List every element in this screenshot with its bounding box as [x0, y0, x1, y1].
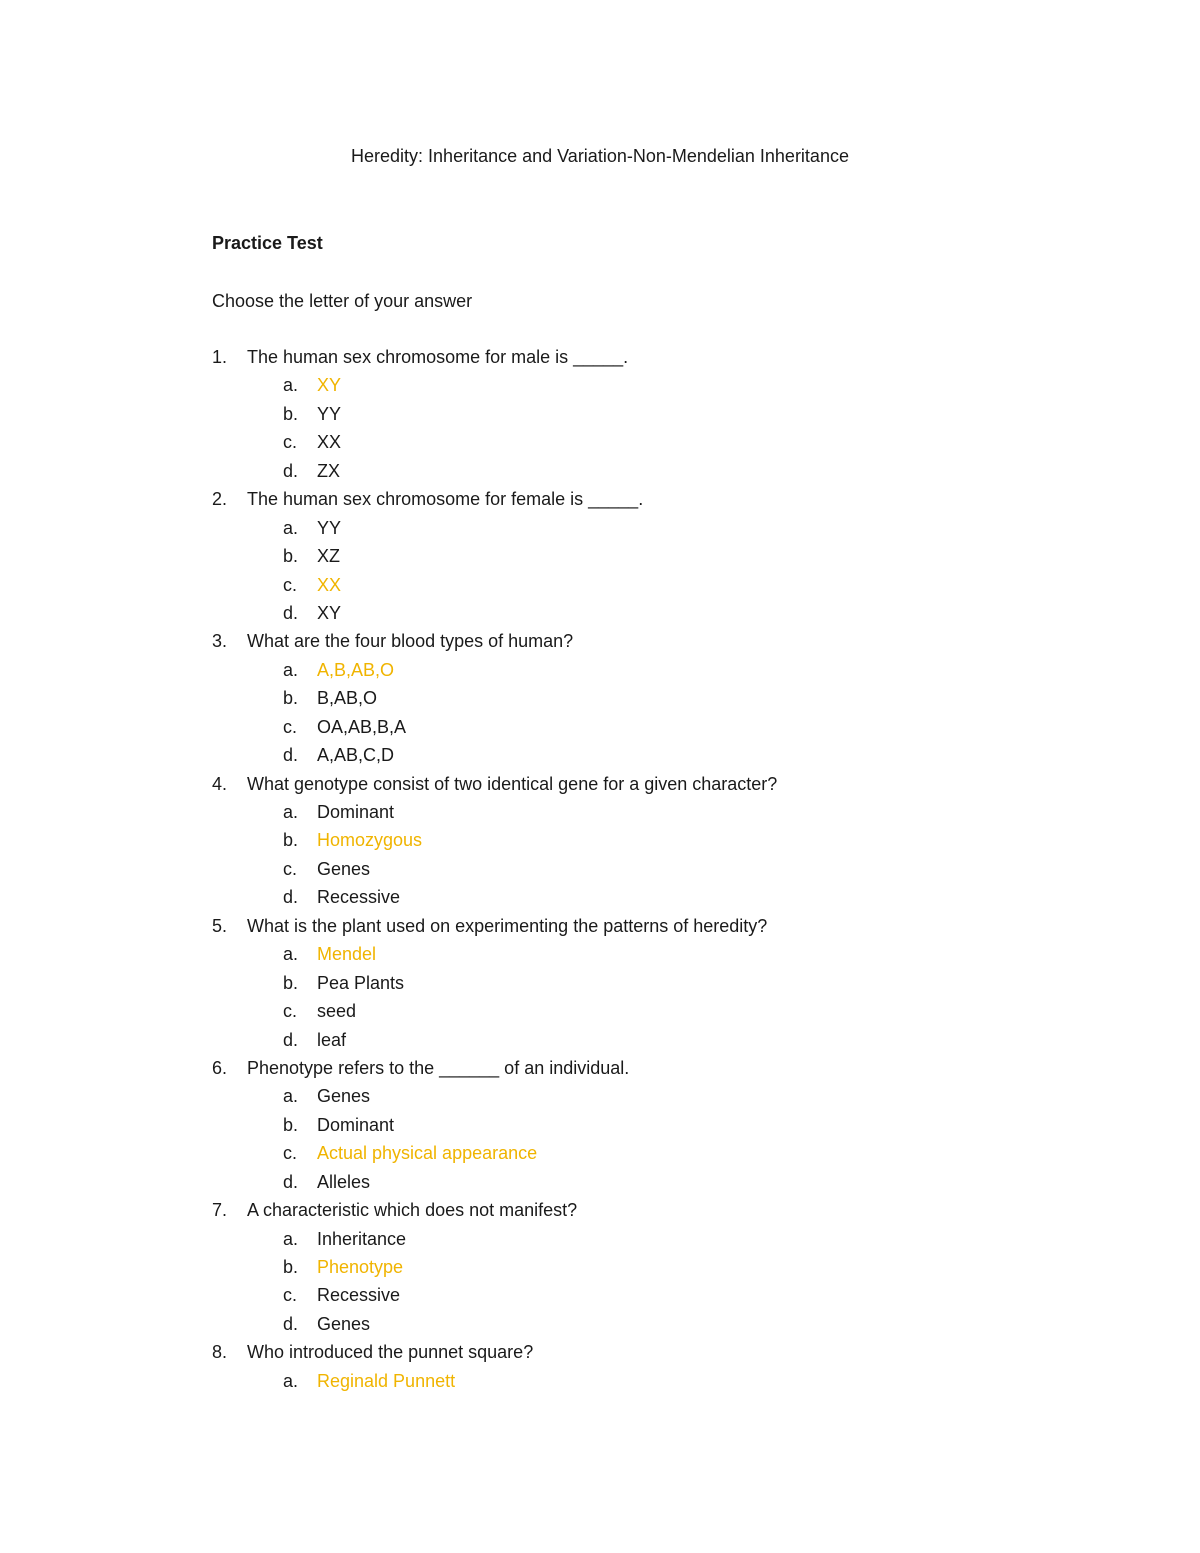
- option-letter: a.: [283, 802, 299, 822]
- option-item: [212, 400, 1112, 428]
- option-text: Inheritance: [317, 1228, 407, 1249]
- option-text: Actual physical appearance: [317, 1143, 538, 1164]
- option-text: A,B,AB,O: [317, 659, 395, 680]
- option-text: XX: [317, 432, 342, 453]
- option-item: [212, 428, 1112, 456]
- question-text: What is the plant used on experimenting the patterns of heredity?: [247, 915, 768, 936]
- option-text: Genes: [317, 858, 371, 879]
- option-text: seed: [317, 1001, 357, 1022]
- option-text: Genes: [317, 1086, 371, 1107]
- question-number: 7.: [212, 1200, 228, 1221]
- question-text: The human sex chromosome for female is _____.: [247, 489, 644, 510]
- question-number: 5.: [212, 915, 228, 936]
- option-letter: a.: [283, 1370, 299, 1391]
- option-text: Alleles: [317, 1171, 371, 1192]
- option-item: [212, 1111, 1112, 1139]
- option-text: Homozygous: [317, 830, 423, 851]
- option-text: Genes: [317, 1313, 371, 1334]
- option-letter: a.: [283, 659, 299, 680]
- option-text: Mendel: [317, 944, 377, 965]
- option-text: YY: [317, 403, 342, 424]
- option-item: [212, 457, 1112, 485]
- option-item: [212, 969, 1112, 997]
- option-letter: b.: [283, 546, 299, 567]
- question-item: [212, 627, 1112, 655]
- answer-option: [212, 826, 1112, 854]
- option-item: [212, 599, 1112, 627]
- option-item: [212, 997, 1112, 1025]
- option-letter: b.: [283, 972, 299, 993]
- question-number: 1.: [212, 347, 228, 367]
- question-number: 3.: [212, 631, 228, 652]
- option-text: XX: [317, 574, 342, 595]
- answer-option: [212, 371, 1112, 399]
- option-letter: d.: [283, 1029, 299, 1050]
- option-item: [212, 1082, 1112, 1110]
- question-item: [212, 1054, 1112, 1082]
- section-heading: Practice Test: [212, 233, 323, 253]
- option-letter: d.: [283, 1171, 299, 1192]
- option-item: [212, 684, 1112, 712]
- question-item: [212, 770, 1112, 798]
- question-text: A characteristic which does not manifest?: [247, 1200, 578, 1221]
- option-letter: a.: [283, 375, 299, 396]
- option-item: [212, 1225, 1112, 1253]
- option-letter: b.: [283, 688, 299, 709]
- option-text: B,AB,O: [317, 688, 378, 709]
- option-item: [212, 514, 1112, 542]
- option-item: [212, 1168, 1112, 1196]
- option-text: Dominant: [317, 802, 395, 822]
- option-text: Phenotype: [317, 1257, 404, 1277]
- answer-option: [212, 1253, 1112, 1281]
- answer-option: [212, 940, 1112, 968]
- option-text: Pea Plants: [317, 972, 405, 993]
- option-item: [212, 883, 1112, 911]
- document-title: Heredity: Inheritance and Variation-Non-Mendelian Inheritance: [351, 146, 849, 166]
- option-item: [212, 741, 1112, 769]
- option-item: [212, 542, 1112, 570]
- question-number: 2.: [212, 489, 228, 510]
- option-letter: c.: [283, 858, 298, 879]
- question-text: Who introduced the punnet square?: [247, 1342, 534, 1363]
- option-text: Recessive: [317, 887, 401, 908]
- question-number: 4.: [212, 773, 228, 794]
- answer-option: [212, 656, 1112, 684]
- option-text: leaf: [317, 1029, 347, 1050]
- option-letter: b.: [283, 830, 299, 851]
- option-letter: d.: [283, 602, 299, 623]
- option-letter: b.: [283, 1257, 299, 1277]
- question-item: [212, 912, 1112, 940]
- option-letter: c.: [283, 1285, 298, 1306]
- option-letter: a.: [283, 517, 299, 538]
- option-letter: d.: [283, 1313, 299, 1334]
- question-item: [212, 1196, 1112, 1224]
- question-text: What genotype consist of two identical gene for a given character?: [247, 773, 778, 794]
- question-text: The human sex chromosome for male is _____.: [247, 347, 629, 367]
- answer-option: [212, 1367, 1112, 1395]
- option-text: Reginald Punnett: [317, 1370, 456, 1391]
- option-item: [212, 1026, 1112, 1054]
- option-text: XY: [317, 602, 342, 623]
- option-letter: a.: [283, 1228, 299, 1249]
- answer-option: [212, 571, 1112, 599]
- option-item: [212, 798, 1112, 826]
- option-item: [212, 1310, 1112, 1338]
- option-item: [212, 1281, 1112, 1309]
- option-text: OA,AB,B,A: [317, 716, 407, 737]
- question-text: Phenotype refers to the ______ of an individual.: [247, 1057, 630, 1078]
- option-letter: c.: [283, 1143, 298, 1164]
- option-letter: b.: [283, 403, 299, 424]
- option-letter: c.: [283, 432, 298, 453]
- option-letter: c.: [283, 716, 298, 737]
- option-letter: d.: [283, 745, 299, 766]
- option-item: [212, 855, 1112, 883]
- option-text: ZX: [317, 460, 341, 481]
- question-number: 6.: [212, 1057, 228, 1078]
- option-letter: d.: [283, 887, 299, 908]
- answer-option: [212, 1139, 1112, 1167]
- question-item: [212, 343, 1112, 371]
- option-text: XZ: [317, 546, 341, 567]
- option-text: Dominant: [317, 1114, 395, 1135]
- option-letter: c.: [283, 574, 298, 595]
- option-letter: b.: [283, 1114, 299, 1135]
- question-text: What are the four blood types of human?: [247, 631, 574, 652]
- question-item: [212, 1338, 1112, 1366]
- option-item: [212, 713, 1112, 741]
- question-number: 8.: [212, 1342, 228, 1363]
- question-list: [212, 343, 1112, 1395]
- option-letter: c.: [283, 1001, 298, 1022]
- option-letter: a.: [283, 1086, 299, 1107]
- option-text: Recessive: [317, 1285, 401, 1306]
- option-letter: a.: [283, 944, 299, 965]
- option-text: XY: [317, 375, 342, 396]
- question-item: [212, 485, 1112, 513]
- instructions-text: Choose the letter of your answer: [212, 291, 473, 311]
- option-text: YY: [317, 517, 342, 538]
- option-letter: d.: [283, 460, 299, 481]
- option-text: A,AB,C,D: [317, 745, 395, 766]
